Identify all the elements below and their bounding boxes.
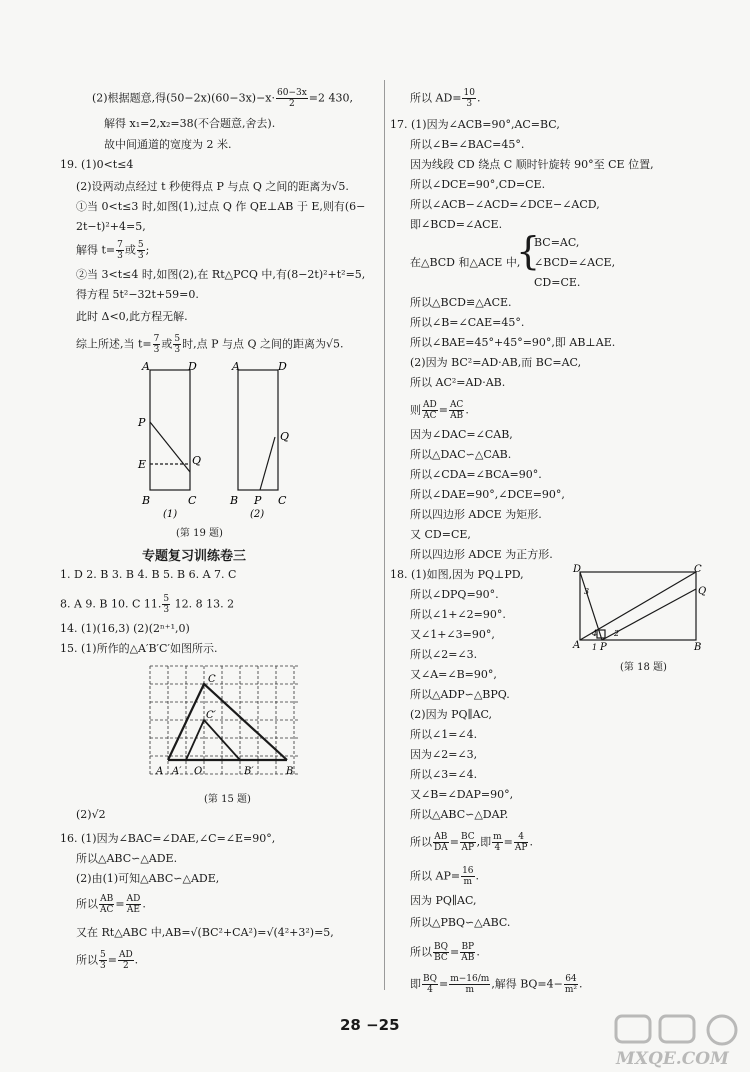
text-line: ∠BCD=∠ACE, [534, 256, 616, 269]
label-C-prime: C′ [206, 710, 216, 721]
label-A: A [142, 362, 150, 373]
text-line: 解得 t= $\frac{7}{3}$ 或 $\frac{5}{3}$ ; [76, 240, 150, 261]
label-E: E [138, 458, 147, 471]
label-P: P [138, 416, 146, 429]
brace: { [516, 229, 541, 273]
fraction: $\frac{m-16/m}{m}$ [450, 974, 490, 995]
label-A-prime: A′ [172, 766, 182, 777]
fraction: $\frac{m}{4}$ [493, 832, 502, 853]
fraction: $\frac{4}{AP}$ [514, 832, 528, 853]
label-B-prime: B′ [244, 766, 254, 777]
text-line: 在△BCD 和△ACE 中, [410, 256, 521, 269]
text-line: 又∠A=∠B=90°, [410, 668, 497, 681]
text-line: 所以∠DCE=90°,CD=CE. [410, 178, 546, 191]
angle-label-4: 4 [592, 629, 598, 638]
text-line: 所以 $\frac{AB}{DA}$ = $\frac{BC}{AP}$ ,即 $\frac{m}{4}$ = $\frac{4}{AP}$ . [410, 832, 533, 853]
label-B: B [286, 766, 294, 777]
text-line: 14. (1)(16,3) (2)(2ⁿ⁺¹,0) [60, 622, 190, 635]
text-line: (2)因为 BC²=AD·AB,而 BC=AC, [410, 356, 582, 369]
text-line: 所以∠DPQ=90°. [410, 588, 499, 601]
text-line: 解得 x₁=2,x₂=38(不合题意,舍去). [104, 117, 276, 130]
text-line: 17. (1)因为∠ACB=90°,AC=BC, [390, 118, 560, 131]
text-line: 又∠1+∠3=90°, [410, 628, 495, 641]
label-Q: Q [698, 586, 706, 597]
label-C: C [208, 674, 216, 685]
label-D: D [573, 564, 582, 575]
text-line: 所以 $\frac{BQ}{BC}$ = $\frac{BP}{AB}$ . [410, 942, 480, 963]
angle-label-1: 1 [592, 643, 598, 652]
text-line: 18. (1)如图,因为 PQ⊥PD, [390, 568, 524, 581]
label-A: A [156, 766, 164, 777]
column-divider [384, 80, 385, 990]
text-line: 所以∠1=∠4. [410, 728, 478, 741]
text-line: 16. (1)因为∠BAC=∠DAE,∠C=∠E=90°, [60, 832, 276, 845]
fraction: $\frac{60-3x}{2}$ [277, 88, 307, 109]
text-line: BC=AC, [534, 236, 580, 249]
fraction: $\frac{AB}{AC}$ [100, 894, 114, 915]
text-line: ②当 3<t≤4 时,如图(2),在 Rt△PCQ 中,有(8−2t)²+t²=5, [76, 268, 366, 281]
angle-label-3: 3 [584, 587, 590, 596]
text-line: 所以△ADP∽△BPQ. [410, 688, 510, 701]
label-P: P [600, 642, 607, 653]
fraction: $\frac{AC}{AB}$ [449, 400, 464, 421]
label-P: P [254, 494, 262, 507]
section-title: 专题复习训练卷三 [142, 549, 247, 564]
watermark-text: MXQE.COM [616, 1049, 729, 1068]
label-B: B [694, 642, 702, 653]
fraction: $\frac{7}{3}$ [153, 334, 160, 355]
text-line: (2)根据题意,得(50−2x)(60−3x)−x· $\frac{60-3x}{2}$ =2 430, [92, 88, 354, 109]
fraction: $\frac{BP}{AB}$ [461, 942, 475, 963]
text-line: (2)设两动点经过 t 秒使得点 P 与点 Q 之间的距离为√5. [76, 180, 349, 193]
fraction: $\frac{5}{3}$ [174, 334, 181, 355]
text-line: 所以△BCD≌△ACE. [410, 296, 512, 309]
figure-19 [130, 362, 310, 520]
fraction: $\frac{BQ}{4}$ [423, 974, 437, 995]
label-C: C [278, 494, 287, 507]
text-line: 19. (1)0<t≤4 [60, 158, 134, 171]
text-line: 因为∠2=∠3, [410, 748, 478, 761]
text-line: 2t−t)²+4=5, [76, 220, 146, 233]
text-line: CD=CE. [534, 276, 581, 289]
label-B: B [142, 494, 151, 507]
text-line: 所以△ABC∽△ADE. [76, 852, 178, 865]
figure-caption: (第 19 题) [176, 528, 223, 539]
text-line: 此时 Δ<0,此方程无解. [76, 310, 188, 323]
text-line: 所以∠2=∠3. [410, 648, 478, 661]
label-A: A [573, 640, 581, 651]
text-line: 又 CD=CE, [410, 528, 471, 541]
text-line: 所以∠B=∠CAE=45°. [410, 316, 525, 329]
text-line: 所以△PBQ∽△ABC. [410, 916, 511, 929]
text-line: 15. (1)所作的△A′B′C′如图所示. [60, 642, 218, 655]
label-C: C [694, 564, 702, 575]
figure-18 [570, 562, 706, 654]
text-line: (2)因为 PQ∥AC, [410, 708, 493, 721]
label-A: A [232, 362, 240, 373]
text-line: 所以四边形 ADCE 为矩形. [410, 508, 542, 521]
text-line: 所以 $\frac{AB}{AC}$ = $\frac{AD}{AE}$ . [76, 894, 146, 915]
text-line: 所以∠DAE=90°,∠DCE=90°, [410, 488, 565, 501]
text-line: 所以 AC²=AD·AB. [410, 376, 506, 389]
watermark-logo [612, 1012, 744, 1068]
fraction: $\frac{10}{3}$ [463, 88, 475, 109]
text-line: 得方程 5t²−32t+59=0. [76, 288, 199, 301]
text-line: 因为∠DAC=∠CAB, [410, 428, 513, 441]
text-line: (2)由(1)可知△ABC∽△ADE, [76, 872, 220, 885]
fraction: $\frac{7}{3}$ [117, 240, 123, 261]
angle-label-2: 2 [614, 629, 620, 638]
text-line: 所以∠CDA=∠BCA=90°. [410, 468, 542, 481]
fraction: $\frac{AB}{DA}$ [434, 832, 448, 853]
text-line: 因为线段 CD 绕点 C 顺时针旋转 90°至 CE 位置, [410, 158, 654, 171]
label-D: D [188, 362, 197, 373]
page-number: 28 −25 [340, 1016, 400, 1034]
sub-caption: (2) [250, 509, 265, 520]
text-line: 所以 $\frac{5}{3}$ = $\frac{AD}{2}$ . [76, 950, 139, 971]
fraction: $\frac{5}{3}$ [137, 240, 144, 261]
fraction: $\frac{5}{3}$ [100, 950, 106, 971]
text-line: 所以 AP= $\frac{16}{m}$ . [410, 866, 480, 887]
text-line: 1. D 2. B 3. B 4. B 5. B 6. A 7. C [60, 568, 237, 581]
figure-caption: (第 15 题) [204, 794, 251, 805]
text-line: 所以△DAC∽△CAB. [410, 448, 512, 461]
sub-caption: (1) [163, 509, 178, 520]
text-line: ①当 0<t≤3 时,如图(1),过点 Q 作 QE⊥AB 于 E,则有(6− [76, 200, 366, 213]
fraction: $\frac{AD}{2}$ [118, 950, 133, 971]
label-D: D [278, 362, 287, 373]
text-line: 即∠BCD=∠ACE. [410, 218, 503, 231]
text-line: 8. A 9. B 10. C 11. $\frac{5}{3}$ 12. 8 13. 2 [60, 594, 235, 615]
text-line: 综上所述,当 t= $\frac{7}{3}$ 或 $\frac{5}{3}$ 时,点 P 与点 Q 之间的距离为√5. [76, 334, 344, 355]
text-line: 又在 Rt△ABC 中,AB=√(BC²+CA²)=√(4²+3²)=5, [76, 926, 334, 939]
text-line: 所以∠3=∠4. [410, 768, 478, 781]
text-line: (2)√2 [76, 808, 106, 821]
text-line: 所以∠ACB−∠ACD=∠DCE−∠ACD, [410, 198, 600, 211]
text-line: 所以△ABC∽△DAP. [410, 808, 509, 821]
fraction: $\frac{BQ}{BC}$ [434, 942, 448, 963]
text-line: 又∠B=∠DAP=90°, [410, 788, 514, 801]
text-line: 所以∠1+∠2=90°. [410, 608, 506, 621]
text-line: 即 $\frac{BQ}{4}$ = $\frac{m-16/m}{m}$ ,解得 BQ=4− $\frac{64}{\text{m²}}$ . [410, 974, 583, 995]
figure-caption: (第 18 题) [620, 662, 667, 673]
fraction: $\frac{AD}{AE}$ [126, 894, 141, 915]
fraction: $\frac{AD}{AC}$ [423, 400, 437, 421]
text-line: 故中间通道的宽度为 2 米. [104, 138, 232, 151]
text-line: 因为 PQ∥AC, [410, 894, 477, 907]
text-line: 所以 AD= $\frac{10}{3}$ . [410, 88, 481, 109]
fraction: $\frac{5}{3}$ [163, 594, 170, 615]
label-Q: Q [192, 454, 202, 467]
text-line: 所以∠B=∠BAC=45°. [410, 138, 525, 151]
label-C: C [188, 494, 197, 507]
text-line: 所以四边形 ADCE 为正方形. [410, 548, 553, 561]
text-line: 所以∠BAE=45°+45°=90°,即 AB⊥AE. [410, 336, 616, 349]
label-Q: Q [280, 430, 290, 443]
text-line: 则 $\frac{AD}{AC}$ = $\frac{AC}{AB}$ . [410, 400, 469, 421]
label-B: B [230, 494, 239, 507]
label-O: O [194, 766, 203, 777]
fraction: $\frac{16}{m}$ [462, 866, 474, 887]
figure-15 [142, 660, 312, 780]
fraction: $\frac{64}{\text{m²}}$ [564, 974, 577, 995]
fraction: $\frac{BC}{AP}$ [460, 832, 475, 853]
